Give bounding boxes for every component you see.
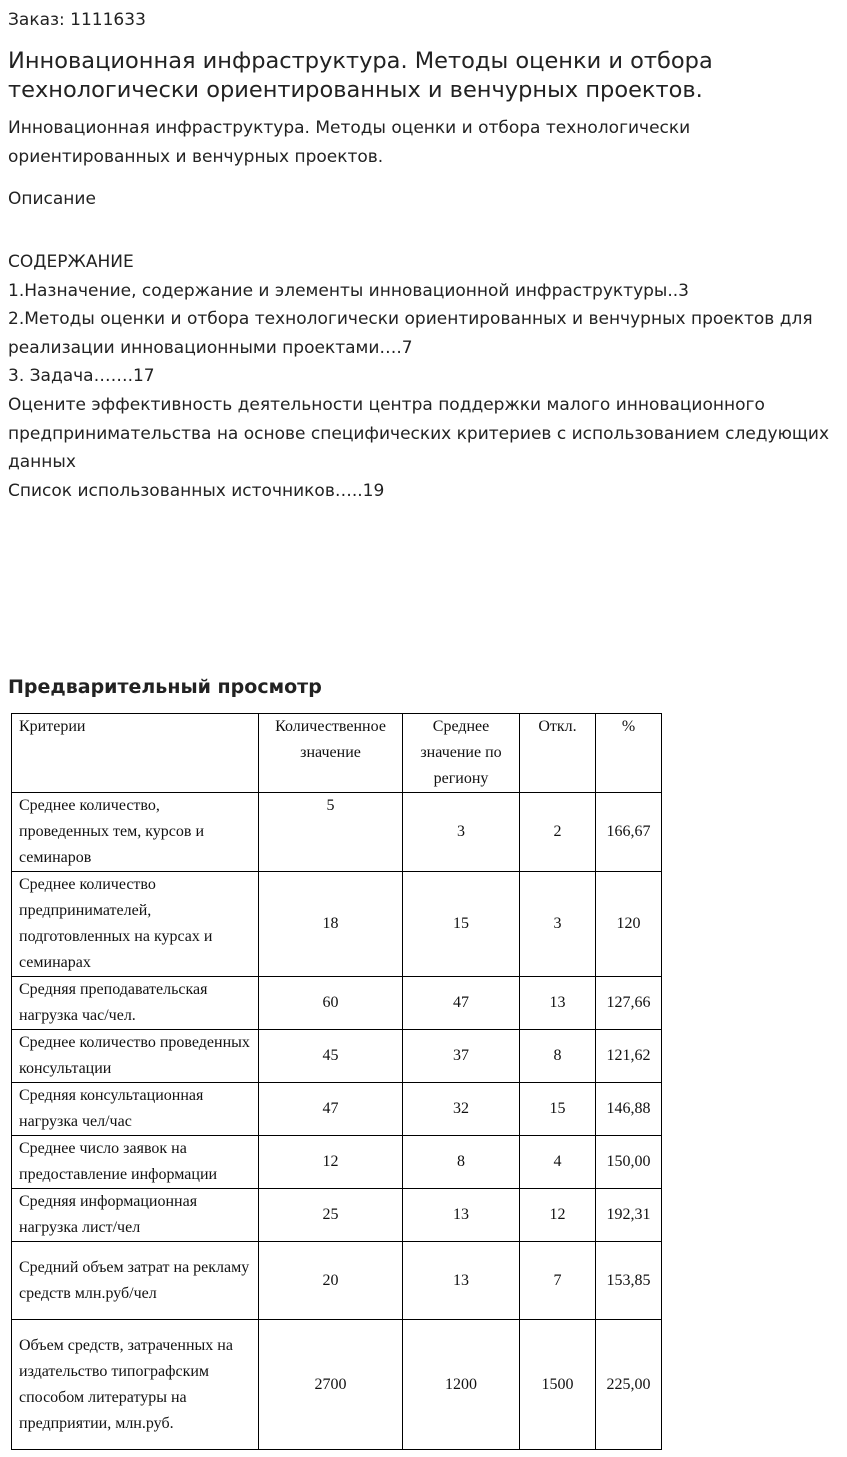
header-quantity: Количественное значение <box>259 714 403 793</box>
page-title: Инновационная инфраструктура. Методы оценки и отбора технологически ориентированных и венчурных проектов. <box>8 48 713 103</box>
table-row <box>12 1320 662 1450</box>
cell-quantity: 60 <box>259 977 403 1030</box>
cell-region-average: 32 <box>403 1083 520 1136</box>
cell-deviation: 2 <box>520 793 596 872</box>
cell-region-average: 1200 <box>403 1320 520 1450</box>
table-row <box>12 1242 662 1320</box>
cell-percent: 150,00 <box>596 1136 662 1189</box>
cell-deviation: 3 <box>520 872 596 977</box>
toc-line: Оцените эффективность деятельности центра поддержки малого инновационного предпринимательства на основе специфических критериев с использованием следующих данных <box>8 394 830 473</box>
cell-criterion: Средняя информационная нагрузка лист/чел <box>12 1189 259 1242</box>
cell-criterion: Среднее количество проведенных консультации <box>12 1030 259 1083</box>
cell-deviation: 8 <box>520 1030 596 1083</box>
cell-quantity: 25 <box>259 1189 403 1242</box>
table-row <box>12 1189 662 1242</box>
cell-percent: 121,62 <box>596 1030 662 1083</box>
header-percent: % <box>596 714 662 793</box>
cell-quantity: 47 <box>259 1083 403 1136</box>
cell-criterion: Среднее число заявок на предоставление информации <box>12 1136 259 1189</box>
cell-criterion: Среднее количество предпринимателей, подготовленных на курсах и семинарах <box>12 872 259 977</box>
cell-criterion: Среднее количество, проведенных тем, курсов и семинаров <box>12 793 259 872</box>
cell-quantity: 20 <box>259 1242 403 1320</box>
cell-deviation: 7 <box>520 1242 596 1320</box>
preview-heading: Предварительный просмотр <box>8 676 322 698</box>
page-subtitle: Инновационная инфраструктура. Методы оценки и отбора технологически ориентированных и венчурных проектов. <box>8 118 691 167</box>
cell-percent: 120 <box>596 872 662 977</box>
cell-quantity: 2700 <box>259 1320 403 1450</box>
cell-region-average: 47 <box>403 977 520 1030</box>
toc-line: Список использованных источников…..19 <box>8 480 385 501</box>
header-region-average: Среднее значение по региону <box>403 714 520 793</box>
cell-region-average: 15 <box>403 872 520 977</box>
table-row <box>12 1083 662 1136</box>
toc-line: 3. Задача…….17 <box>8 366 155 387</box>
toc-heading: СОДЕРЖАНИЕ <box>8 252 134 272</box>
cell-quantity: 12 <box>259 1136 403 1189</box>
cell-deviation: 4 <box>520 1136 596 1189</box>
cell-quantity: 45 <box>259 1030 403 1083</box>
order-number: Заказ: 1111633 <box>8 10 146 30</box>
table-of-contents <box>8 248 838 505</box>
cell-region-average: 3 <box>403 793 520 872</box>
table-row <box>12 977 662 1030</box>
cell-percent: 146,88 <box>596 1083 662 1136</box>
table-row <box>12 1136 662 1189</box>
cell-criterion: Объем средств, затраченных на издательство типографским способом литературы на предприятии, млн.руб. <box>12 1320 259 1450</box>
cell-percent: 127,66 <box>596 977 662 1030</box>
table-row <box>12 872 662 977</box>
cell-region-average: 8 <box>403 1136 520 1189</box>
toc-line: 2.Методы оценки и отбора технологически ориентированных и венчурных проектов для реализации инновационными проектами….7 <box>8 309 813 358</box>
cell-percent: 225,00 <box>596 1320 662 1450</box>
cell-deviation: 12 <box>520 1189 596 1242</box>
cell-region-average: 13 <box>403 1242 520 1320</box>
toc-line: 1.Назначение, содержание и элементы инновационной инфраструктуры..3 <box>8 280 689 301</box>
table-row <box>12 1030 662 1083</box>
cell-quantity: 18 <box>259 872 403 977</box>
cell-criterion: Средний объем затрат на рекламу средств млн.руб/чел <box>12 1242 259 1320</box>
header-criteria: Критерии <box>12 714 259 793</box>
cell-region-average: 13 <box>403 1189 520 1242</box>
table-header-row <box>12 714 662 793</box>
cell-deviation: 1500 <box>520 1320 596 1450</box>
cell-region-average: 37 <box>403 1030 520 1083</box>
cell-percent: 153,85 <box>596 1242 662 1320</box>
cell-deviation: 13 <box>520 977 596 1030</box>
cell-criterion: Средняя консультационная нагрузка чел/час <box>12 1083 259 1136</box>
cell-quantity: 5 <box>259 793 403 872</box>
cell-percent: 192,31 <box>596 1189 662 1242</box>
cell-deviation: 15 <box>520 1083 596 1136</box>
description-label: Описание <box>8 189 96 209</box>
criteria-table <box>11 713 662 1450</box>
header-deviation: Откл. <box>520 714 596 793</box>
table-row <box>12 793 662 872</box>
cell-percent: 166,67 <box>596 793 662 872</box>
cell-criterion: Средняя преподавательская нагрузка час/чел. <box>12 977 259 1030</box>
